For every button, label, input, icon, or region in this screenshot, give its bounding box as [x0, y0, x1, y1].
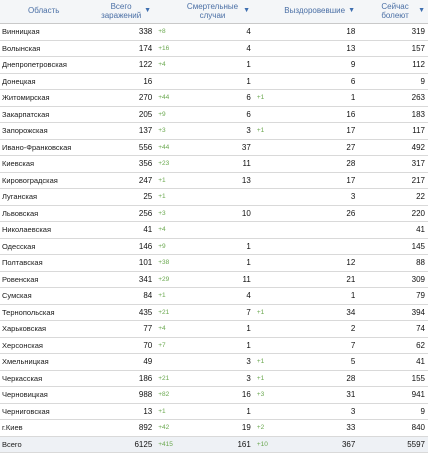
sort-down-icon[interactable]: ▼	[144, 7, 151, 16]
total-cases-cell: 256	[88, 209, 156, 218]
recovered-cell: 13	[286, 44, 359, 53]
deaths-cell: 1	[186, 77, 254, 86]
table-row[interactable]	[0, 156, 428, 173]
recovered-cell: 28	[286, 159, 359, 168]
deaths-cell: 1	[186, 341, 254, 350]
total-cases-cell: 892	[88, 423, 156, 432]
cases-delta-cell: +1	[155, 292, 186, 299]
table-row[interactable]	[0, 321, 428, 338]
deaths-cell: 4	[186, 27, 254, 36]
table-row[interactable]	[0, 305, 428, 322]
table-row[interactable]	[0, 74, 428, 91]
active-cell: 217	[358, 176, 428, 185]
region-cell: Житомирская	[0, 93, 88, 102]
active-cell: 183	[358, 110, 428, 119]
deaths-cell: 16	[186, 390, 254, 399]
total-cases-cell: 341	[88, 275, 156, 284]
total-cases-cell: 101	[88, 258, 156, 267]
recovered-cell: 33	[286, 423, 359, 432]
deaths-cell: 3	[186, 357, 254, 366]
table-row[interactable]	[0, 354, 428, 371]
deaths-cell: 6	[186, 110, 254, 119]
column-header-region-label: Область	[28, 7, 59, 16]
recovered-cell: 7	[286, 341, 359, 350]
active-cell: 22	[358, 192, 428, 201]
region-cell: Одесская	[0, 242, 88, 251]
region-cell: Ивано-Франковская	[0, 143, 88, 152]
cases-delta-cell: +3	[155, 127, 186, 134]
total-cases-cell: 77	[88, 324, 156, 333]
table-row[interactable]	[0, 371, 428, 388]
total-cases-cell: 556	[88, 143, 156, 152]
active-cell: 220	[358, 209, 428, 218]
recovered-cell: 28	[286, 374, 359, 383]
deaths-cell: 37	[186, 143, 254, 152]
recovered-cell: 21	[286, 275, 359, 284]
deaths-cell: 1	[186, 60, 254, 69]
total-row[interactable]	[0, 437, 428, 453]
region-cell: Харьковская	[0, 324, 88, 333]
cases-delta-cell: +8	[155, 28, 186, 35]
cases-delta-cell: +3	[155, 210, 186, 217]
cases-delta-cell: +21	[155, 309, 186, 316]
region-cell: Ровенская	[0, 275, 88, 284]
deaths-delta-cell: +1	[254, 358, 286, 365]
recovered-cell: 2	[286, 324, 359, 333]
column-header-total-cases[interactable]	[86, 0, 154, 23]
cases-delta-cell: +4	[155, 226, 186, 233]
total-cases-cell: 356	[88, 159, 156, 168]
table-row[interactable]	[0, 272, 428, 289]
deaths-cell: 1	[186, 407, 254, 416]
cases-delta-cell: +23	[155, 160, 186, 167]
region-cell: Днепропетровская	[0, 60, 88, 69]
cases-delta-cell: +1	[155, 177, 186, 184]
active-cell: 41	[358, 357, 428, 366]
table-row[interactable]	[0, 222, 428, 239]
region-cell: Львовская	[0, 209, 88, 218]
header-spacer	[253, 0, 285, 23]
deaths-cell: 6	[186, 93, 254, 102]
recovered-cell: 1	[286, 291, 359, 300]
active-cell: 840	[358, 423, 428, 432]
deaths-delta-cell: +1	[254, 375, 286, 382]
deaths-cell: 4	[186, 44, 254, 53]
sort-down-icon[interactable]: ▼	[243, 7, 250, 16]
table-row[interactable]	[0, 239, 428, 256]
cases-delta-cell: +415	[155, 441, 186, 448]
table-row[interactable]	[0, 404, 428, 421]
deaths-cell: 1	[186, 242, 254, 251]
column-header-deaths[interactable]	[185, 0, 253, 23]
active-cell: 263	[358, 93, 428, 102]
recovered-cell: 34	[286, 308, 359, 317]
table-body	[0, 24, 428, 453]
table-row[interactable]	[0, 90, 428, 107]
deaths-delta-cell: +1	[254, 309, 286, 316]
active-cell: 394	[358, 308, 428, 317]
recovered-cell: 1	[286, 93, 359, 102]
cases-delta-cell: +44	[155, 94, 186, 101]
column-header-recovered-label: Выздоровевшие	[284, 7, 345, 16]
region-cell: Черкасская	[0, 374, 88, 383]
total-cases-cell: 174	[88, 44, 156, 53]
active-cell: 41	[358, 225, 428, 234]
active-cell: 88	[358, 258, 428, 267]
active-cell: 74	[358, 324, 428, 333]
deaths-delta-cell: +3	[254, 391, 286, 398]
region-cell: Тернопольская	[0, 308, 88, 317]
recovered-cell: 5	[286, 357, 359, 366]
deaths-cell: 19	[186, 423, 254, 432]
column-header-active-label: Сейчас болеют	[375, 3, 415, 20]
active-cell: 112	[358, 60, 428, 69]
table-row[interactable]	[0, 107, 428, 124]
total-cases-cell: 186	[88, 374, 156, 383]
total-cases-cell: 435	[88, 308, 156, 317]
total-cases-cell: 122	[88, 60, 156, 69]
cases-delta-cell: +82	[155, 391, 186, 398]
header-spacer	[154, 0, 185, 23]
region-cell: Закарпатская	[0, 110, 88, 119]
region-cell: Кировоградская	[0, 176, 88, 185]
region-cell: Донецкая	[0, 77, 88, 86]
column-header-total-cases-label: Всего заражений	[101, 3, 141, 20]
deaths-cell: 10	[186, 209, 254, 218]
total-cases-cell: 49	[88, 357, 156, 366]
region-cell: Винницкая	[0, 27, 88, 36]
total-cases-cell: 137	[88, 126, 156, 135]
recovered-cell: 18	[286, 27, 359, 36]
total-cases-cell: 6125	[88, 440, 156, 449]
active-cell: 9	[358, 407, 428, 416]
total-cases-cell: 25	[88, 192, 156, 201]
total-cases-cell: 41	[88, 225, 156, 234]
cases-delta-cell: +1	[155, 408, 186, 415]
recovered-cell: 31	[286, 390, 359, 399]
deaths-cell: 7	[186, 308, 254, 317]
cases-delta-cell: +1	[155, 193, 186, 200]
total-cases-cell: 205	[88, 110, 156, 119]
cases-delta-cell: +4	[155, 325, 186, 332]
recovered-cell: 16	[286, 110, 359, 119]
deaths-cell: 11	[186, 275, 254, 284]
region-cell: Хмельницкая	[0, 357, 88, 366]
region-cell: Волынская	[0, 44, 88, 53]
active-cell: 79	[358, 291, 428, 300]
table-header	[0, 0, 428, 24]
total-cases-cell: 84	[88, 291, 156, 300]
active-cell: 155	[358, 374, 428, 383]
column-header-recovered[interactable]	[285, 0, 358, 23]
deaths-delta-cell: +1	[254, 94, 286, 101]
cases-delta-cell: +9	[155, 111, 186, 118]
region-cell: Полтавская	[0, 258, 88, 267]
active-cell: 941	[358, 390, 428, 399]
total-cases-cell: 988	[88, 390, 156, 399]
table-row[interactable]	[0, 189, 428, 206]
deaths-cell: 1	[186, 258, 254, 267]
column-header-active[interactable]	[358, 0, 428, 23]
active-cell: 157	[358, 44, 428, 53]
active-cell: 317	[358, 159, 428, 168]
column-header-deaths-label: Смертельные случаи	[185, 3, 240, 20]
table-row[interactable]	[0, 420, 428, 437]
deaths-cell: 11	[186, 159, 254, 168]
deaths-cell: 161	[186, 440, 254, 449]
region-cell: Луганская	[0, 192, 88, 201]
active-cell: 117	[358, 126, 428, 135]
recovered-cell: 9	[286, 60, 359, 69]
region-cell: Черновицкая	[0, 390, 88, 399]
table-row[interactable]	[0, 24, 428, 41]
table-row[interactable]	[0, 387, 428, 404]
region-cell: Херсонская	[0, 341, 88, 350]
region-cell: Николаевская	[0, 225, 88, 234]
total-cases-cell: 146	[88, 242, 156, 251]
recovered-cell: 6	[286, 77, 359, 86]
recovered-cell: 3	[286, 192, 359, 201]
cases-delta-cell: +29	[155, 276, 186, 283]
deaths-cell: 3	[186, 374, 254, 383]
table-row[interactable]	[0, 288, 428, 305]
cases-delta-cell: +44	[155, 144, 186, 151]
region-cell: Сумская	[0, 291, 88, 300]
sort-down-icon[interactable]: ▼	[348, 7, 355, 16]
cases-delta-cell: +21	[155, 375, 186, 382]
cases-delta-cell: +9	[155, 243, 186, 250]
recovered-cell: 12	[286, 258, 359, 267]
deaths-cell: 4	[186, 291, 254, 300]
active-cell: 9	[358, 77, 428, 86]
cases-delta-cell: +16	[155, 45, 186, 52]
total-cases-cell: 338	[88, 27, 156, 36]
active-cell: 319	[358, 27, 428, 36]
active-cell: 492	[358, 143, 428, 152]
active-cell: 5597	[358, 440, 428, 449]
table-row[interactable]	[0, 338, 428, 355]
region-cell: Запорожская	[0, 126, 88, 135]
deaths-cell: 3	[186, 126, 254, 135]
cases-delta-cell: +38	[155, 259, 186, 266]
region-cell: Всего	[0, 440, 88, 449]
table-row[interactable]	[0, 41, 428, 58]
recovered-cell: 3	[286, 407, 359, 416]
table-row[interactable]	[0, 57, 428, 74]
recovered-cell: 367	[286, 440, 359, 449]
total-cases-cell: 16	[88, 77, 156, 86]
cases-delta-cell: +42	[155, 424, 186, 431]
total-cases-cell: 70	[88, 341, 156, 350]
cases-delta-cell: +4	[155, 61, 186, 68]
recovered-cell: 27	[286, 143, 359, 152]
table-row[interactable]	[0, 140, 428, 157]
deaths-cell: 13	[186, 176, 254, 185]
table-row[interactable]	[0, 206, 428, 223]
active-cell: 309	[358, 275, 428, 284]
active-cell: 62	[358, 341, 428, 350]
total-cases-cell: 247	[88, 176, 156, 185]
column-header-region[interactable]	[0, 0, 86, 23]
table-row[interactable]	[0, 173, 428, 190]
recovered-cell: 17	[286, 126, 359, 135]
deaths-cell: 1	[186, 324, 254, 333]
recovered-cell: 26	[286, 209, 359, 218]
region-cell: Черниговская	[0, 407, 88, 416]
table-row[interactable]	[0, 255, 428, 272]
cases-delta-cell: +7	[155, 342, 186, 349]
deaths-delta-cell: +2	[254, 424, 286, 431]
region-cell: г.Киев	[0, 423, 88, 432]
deaths-delta-cell: +10	[254, 441, 286, 448]
sort-down-icon[interactable]: ▼	[418, 7, 425, 16]
total-cases-cell: 13	[88, 407, 156, 416]
deaths-delta-cell: +1	[254, 127, 286, 134]
active-cell: 145	[358, 242, 428, 251]
recovered-cell: 17	[286, 176, 359, 185]
table-row[interactable]	[0, 123, 428, 140]
total-cases-cell: 270	[88, 93, 156, 102]
region-cell: Киевская	[0, 159, 88, 168]
